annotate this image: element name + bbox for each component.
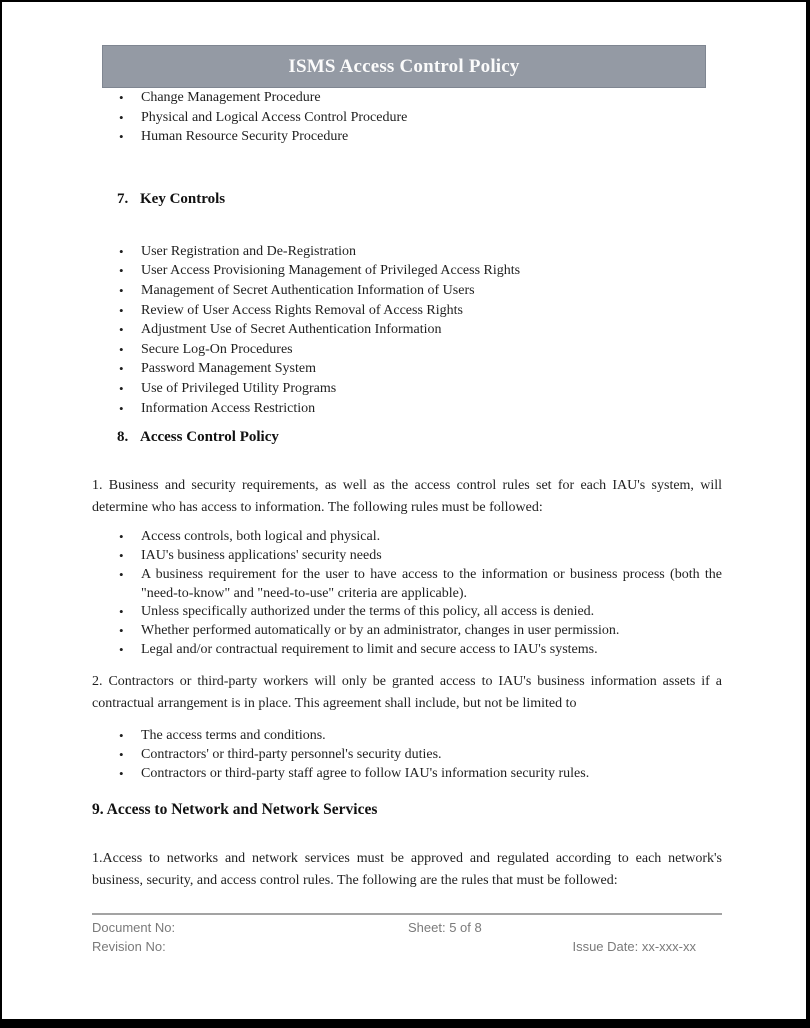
bullet-icon: •	[119, 380, 124, 396]
bullet-icon: •	[119, 727, 124, 743]
bullet-icon: •	[119, 566, 124, 582]
list-item-text: Change Management Procedure	[141, 90, 321, 105]
list-item	[92, 88, 722, 108]
key-controls-list	[92, 242, 722, 418]
list-item	[92, 764, 722, 783]
list-item	[92, 127, 722, 147]
list-item-text: User Registration and De-Registration	[141, 243, 357, 259]
list-item	[92, 566, 722, 604]
bullet-icon: •	[119, 302, 124, 318]
list-item-text: Contractors' or third-party personnel's security duties.	[141, 746, 442, 762]
footer-document-no: Document No:	[92, 919, 176, 935]
list-item-text: Password Management System	[141, 361, 316, 377]
section-heading-access-control-policy	[92, 429, 722, 446]
list-item	[92, 641, 722, 660]
section-title: Key Controls	[140, 190, 226, 207]
bullet-icon: •	[119, 746, 124, 762]
list-item	[92, 547, 722, 566]
bullet-icon: •	[119, 263, 124, 279]
footer-revision-no: Revision No:	[92, 938, 166, 954]
section-heading-key-controls	[92, 191, 722, 208]
paragraph-contractors: 2. Contractors or third-party workers will only be granted access to IAU's business information assets if a contractual arrangement is in place. This agreement shall include, but not be limited to	[92, 673, 722, 711]
bullet-icon: •	[119, 109, 124, 125]
list-item	[92, 745, 722, 764]
section-title: Access Control Policy	[140, 429, 279, 446]
list-item-text: Whether performed automatically or by an administrator, changes in user permission.	[141, 623, 620, 639]
bullet-icon: •	[119, 623, 124, 639]
list-item-text: The access terms and conditions.	[141, 727, 326, 743]
bullet-icon: •	[119, 322, 124, 338]
bullet-icon: •	[119, 341, 124, 357]
footer-row-1	[92, 918, 722, 937]
list-item-text: Review of User Access Rights Removal of Access Rights	[141, 302, 463, 318]
bullet-icon: •	[119, 243, 124, 259]
list-item	[92, 359, 722, 379]
section-number: 8.	[117, 429, 129, 446]
list-item-text: Unless specifically authorized under the terms of this policy, all access is denied.	[141, 604, 595, 620]
document-title: ISMS Access Control Policy	[288, 55, 520, 77]
list-item	[92, 320, 722, 340]
bullet-icon: •	[119, 282, 124, 298]
footer-row-2	[92, 937, 722, 956]
footer-sheet: Sheet: 5 of 8	[408, 919, 482, 935]
footer-issue-date: Issue Date: xx-xxx-xx	[572, 938, 696, 954]
list-item	[92, 301, 722, 321]
list-item-text: Human Resource Security Procedure	[141, 129, 349, 145]
bullet-icon: •	[119, 765, 124, 781]
bullet-icon: •	[119, 641, 124, 657]
bullet-icon: •	[119, 361, 124, 377]
paragraph-network-access: 1.Access to networks and network services must be approved and regulated according to each network's business, security, and access control rules. The following are the rules that must be followed:	[92, 850, 722, 888]
paragraph-access-rules-intro: 1. Business and security requirements, as well as the access control rules set for each IAU's system, will determine who has access to information. The following rules must be followed:	[92, 478, 722, 516]
list-item-text: Use of Privileged Utility Programs	[141, 380, 337, 396]
access-rules-list	[92, 528, 722, 660]
list-item	[92, 281, 722, 301]
list-item-text: User Access Provisioning Management of Privileged Access Rights	[141, 263, 521, 279]
bullet-icon: •	[119, 529, 124, 545]
list-item-text: Legal and/or contractual requirement to limit and secure access to IAU's systems.	[141, 641, 598, 657]
page-footer	[92, 913, 722, 956]
list-item	[92, 261, 722, 281]
list-item	[92, 379, 722, 399]
list-item-text: Secure Log-On Procedures	[141, 341, 293, 357]
list-item	[92, 242, 722, 262]
list-item	[92, 603, 722, 622]
list-item	[92, 399, 722, 419]
related-procedures-list	[92, 88, 722, 147]
list-item	[92, 622, 722, 641]
list-item-text: Management of Secret Authentication Information of Users	[141, 282, 475, 298]
document-body	[92, 88, 722, 892]
bullet-icon: •	[119, 604, 124, 620]
list-item	[92, 108, 722, 128]
list-item-text: A business requirement for the user to have access to the information or business process (both the "need-to-know" and "need-to-use" criteria are applicable).	[141, 566, 722, 601]
list-item-text: Information Access Restriction	[141, 400, 316, 416]
list-item	[92, 528, 722, 547]
section-number: 7.	[117, 190, 129, 207]
list-item	[92, 726, 722, 745]
section-heading-network-services: 9. Access to Network and Network Services	[92, 800, 378, 818]
contractor-terms-list	[92, 726, 722, 783]
list-item	[92, 340, 722, 360]
list-item-text: Adjustment Use of Secret Authentication Information	[141, 322, 442, 338]
bullet-icon: •	[119, 547, 124, 563]
bullet-icon: •	[119, 129, 124, 145]
bullet-icon: •	[119, 400, 124, 416]
list-item-text: IAU's business applications' security needs	[141, 547, 382, 563]
list-item-text: Physical and Logical Access Control Procedure	[141, 109, 408, 125]
list-item-text: Contractors or third-party staff agree to follow IAU's information security rules.	[141, 765, 590, 781]
bullet-icon: •	[119, 90, 124, 105]
list-item-text: Access controls, both logical and physical.	[141, 529, 381, 545]
document-title-bar	[102, 45, 706, 88]
